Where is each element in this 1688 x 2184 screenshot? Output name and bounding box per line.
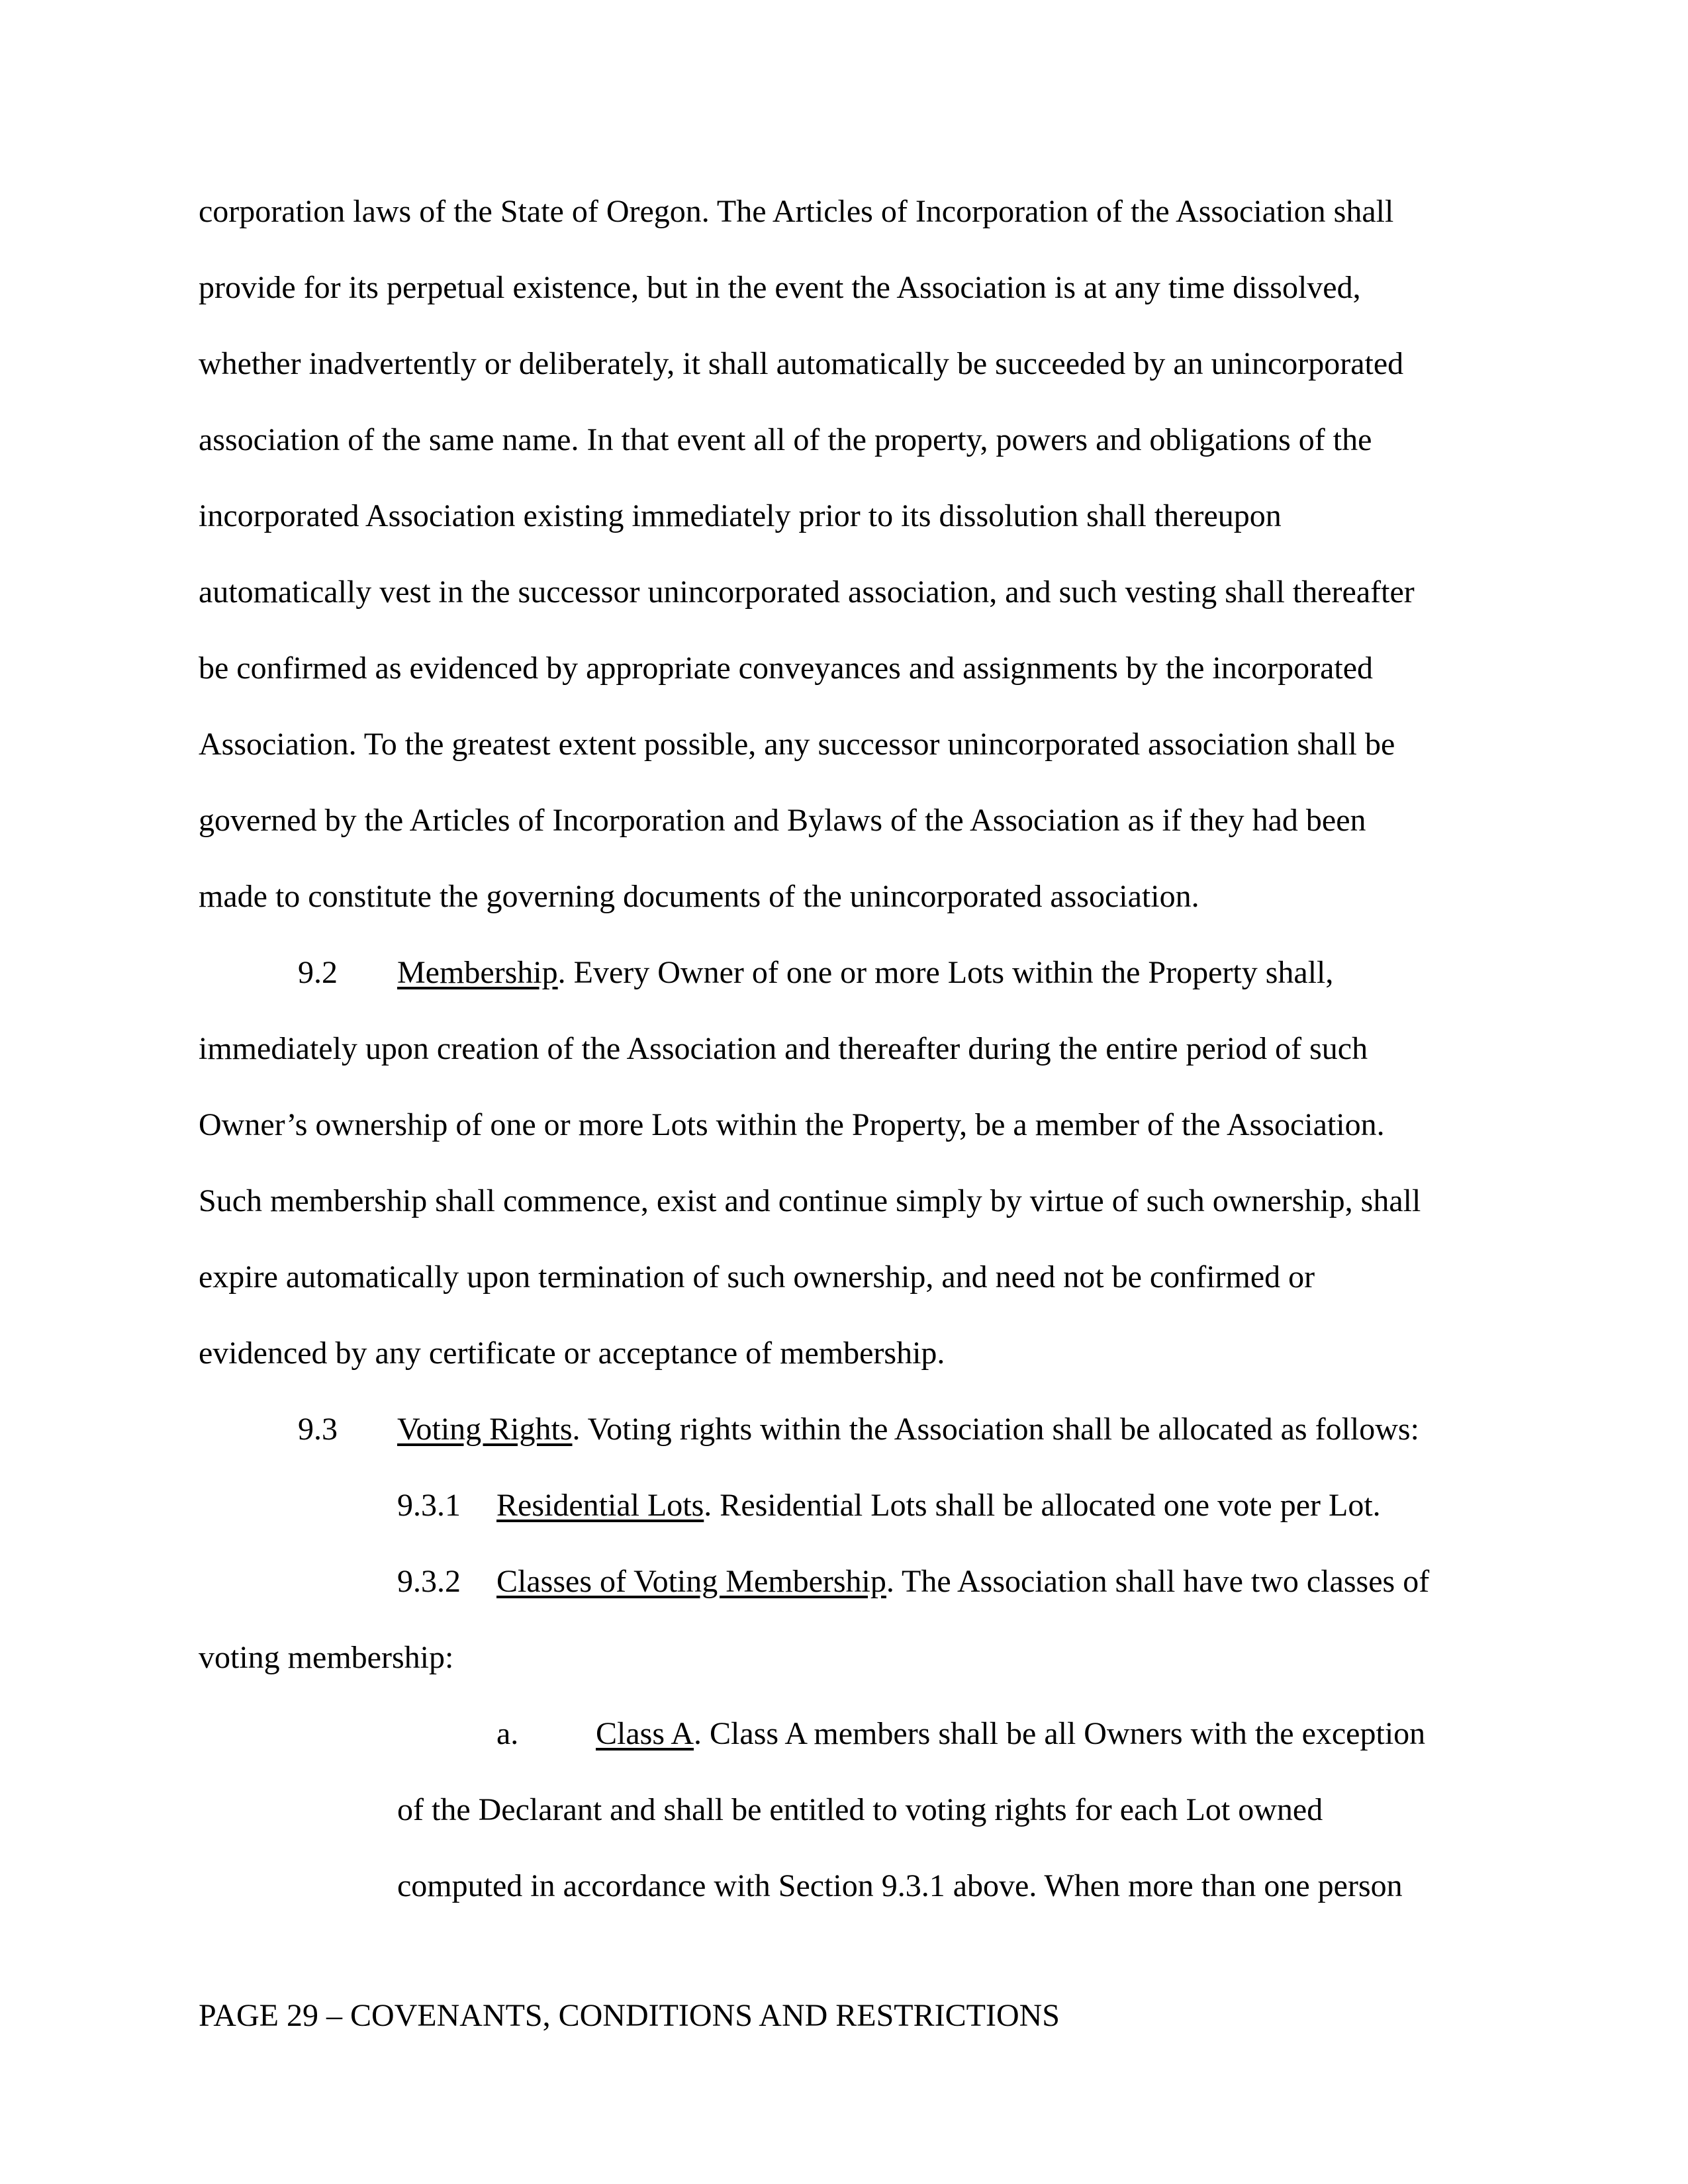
section-9-2-number: 9.2 [298,955,338,990]
section-9-3-1-line [397,1487,1381,1524]
section-9-2-line-4: Such membership shall commence, exist and continue simply by virtue of such ownership, shall [199,1183,1421,1218]
section-9-3-1-number: 9.3.1 [397,1488,461,1523]
section-9-2-heading: Membership [397,955,558,990]
para1-line-3: whether inadvertently or deliberately, it shall automatically be succeeded by an unincorporated [199,346,1404,381]
item-a-line-3: computed in accordance with Section 9.3.1 above. When more than one person [397,1868,1403,1903]
section-9-2-line-6: evidenced by any certificate or acceptance of membership. [199,1336,945,1371]
para1-line-9: governed by the Articles of Incorporation and Bylaws of the Association as if they had been [199,803,1366,838]
section-9-2-line-2: immediately upon creation of the Association and thereafter during the entire period of such [199,1031,1368,1066]
section-9-2-rest: . Every Owner of one or more Lots within the Property shall, [557,955,1334,990]
section-9-3-rest: . Voting rights within the Association shall be allocated as follows: [572,1412,1419,1447]
section-9-3-2-heading: Classes of Voting Membership [496,1564,886,1599]
item-a-first-line [496,1715,1425,1752]
para1-line-6: automatically vest in the successor unincorporated association, and such vesting shall thereafter [199,574,1415,610]
section-9-3-1-rest: . Residential Lots shall be allocated one vote per Lot. [704,1488,1381,1523]
section-9-2-line-5: expire automatically upon termination of such ownership, and need not be confirmed or [199,1259,1315,1295]
section-9-3-2-rest: . The Association shall have two classes of [886,1564,1430,1599]
item-a-rest: . Class A members shall be all Owners with the exception [694,1716,1426,1751]
para1-line-2: provide for its perpetual existence, but in the event the Association is at any time dissolved, [199,270,1361,305]
section-9-2-line-3: Owner’s ownership of one or more Lots within the Property, be a member of the Association. [199,1107,1385,1142]
page-footer: PAGE 29 – COVENANTS, CONDITIONS AND RESTRICTIONS [199,1998,1060,2033]
section-9-2-first-line [298,954,1333,991]
para1-line-5: incorporated Association existing immediately prior to its dissolution shall thereupon [199,498,1282,533]
section-9-3-heading: Voting Rights [397,1412,573,1447]
para1-line-4: association of the same name. In that event all of the property, powers and obligations of the [199,422,1372,457]
para1-line-7: be confirmed as evidenced by appropriate conveyances and assignments by the incorporated [199,651,1374,686]
section-9-3-2-number: 9.3.2 [397,1564,461,1599]
item-a-heading: Class A [596,1716,694,1751]
section-9-3-line [298,1411,1419,1448]
para1-line-1: corporation laws of the State of Oregon. The Articles of Incorporation of the Association shall [199,194,1394,229]
para1-line-10: made to constitute the governing documents of the unincorporated association. [199,879,1199,914]
section-9-3-1-heading: Residential Lots [496,1488,704,1523]
item-a-label: a. [496,1716,519,1751]
section-9-3-2-line [397,1563,1429,1600]
section-9-3-2-continuation: voting membership: [199,1640,454,1675]
para1-line-8: Association. To the greatest extent possible, any successor unincorporated association shall be [199,727,1395,762]
section-9-3-number: 9.3 [298,1412,338,1447]
item-a-line-2: of the Declarant and shall be entitled to voting rights for each Lot owned [397,1792,1323,1827]
